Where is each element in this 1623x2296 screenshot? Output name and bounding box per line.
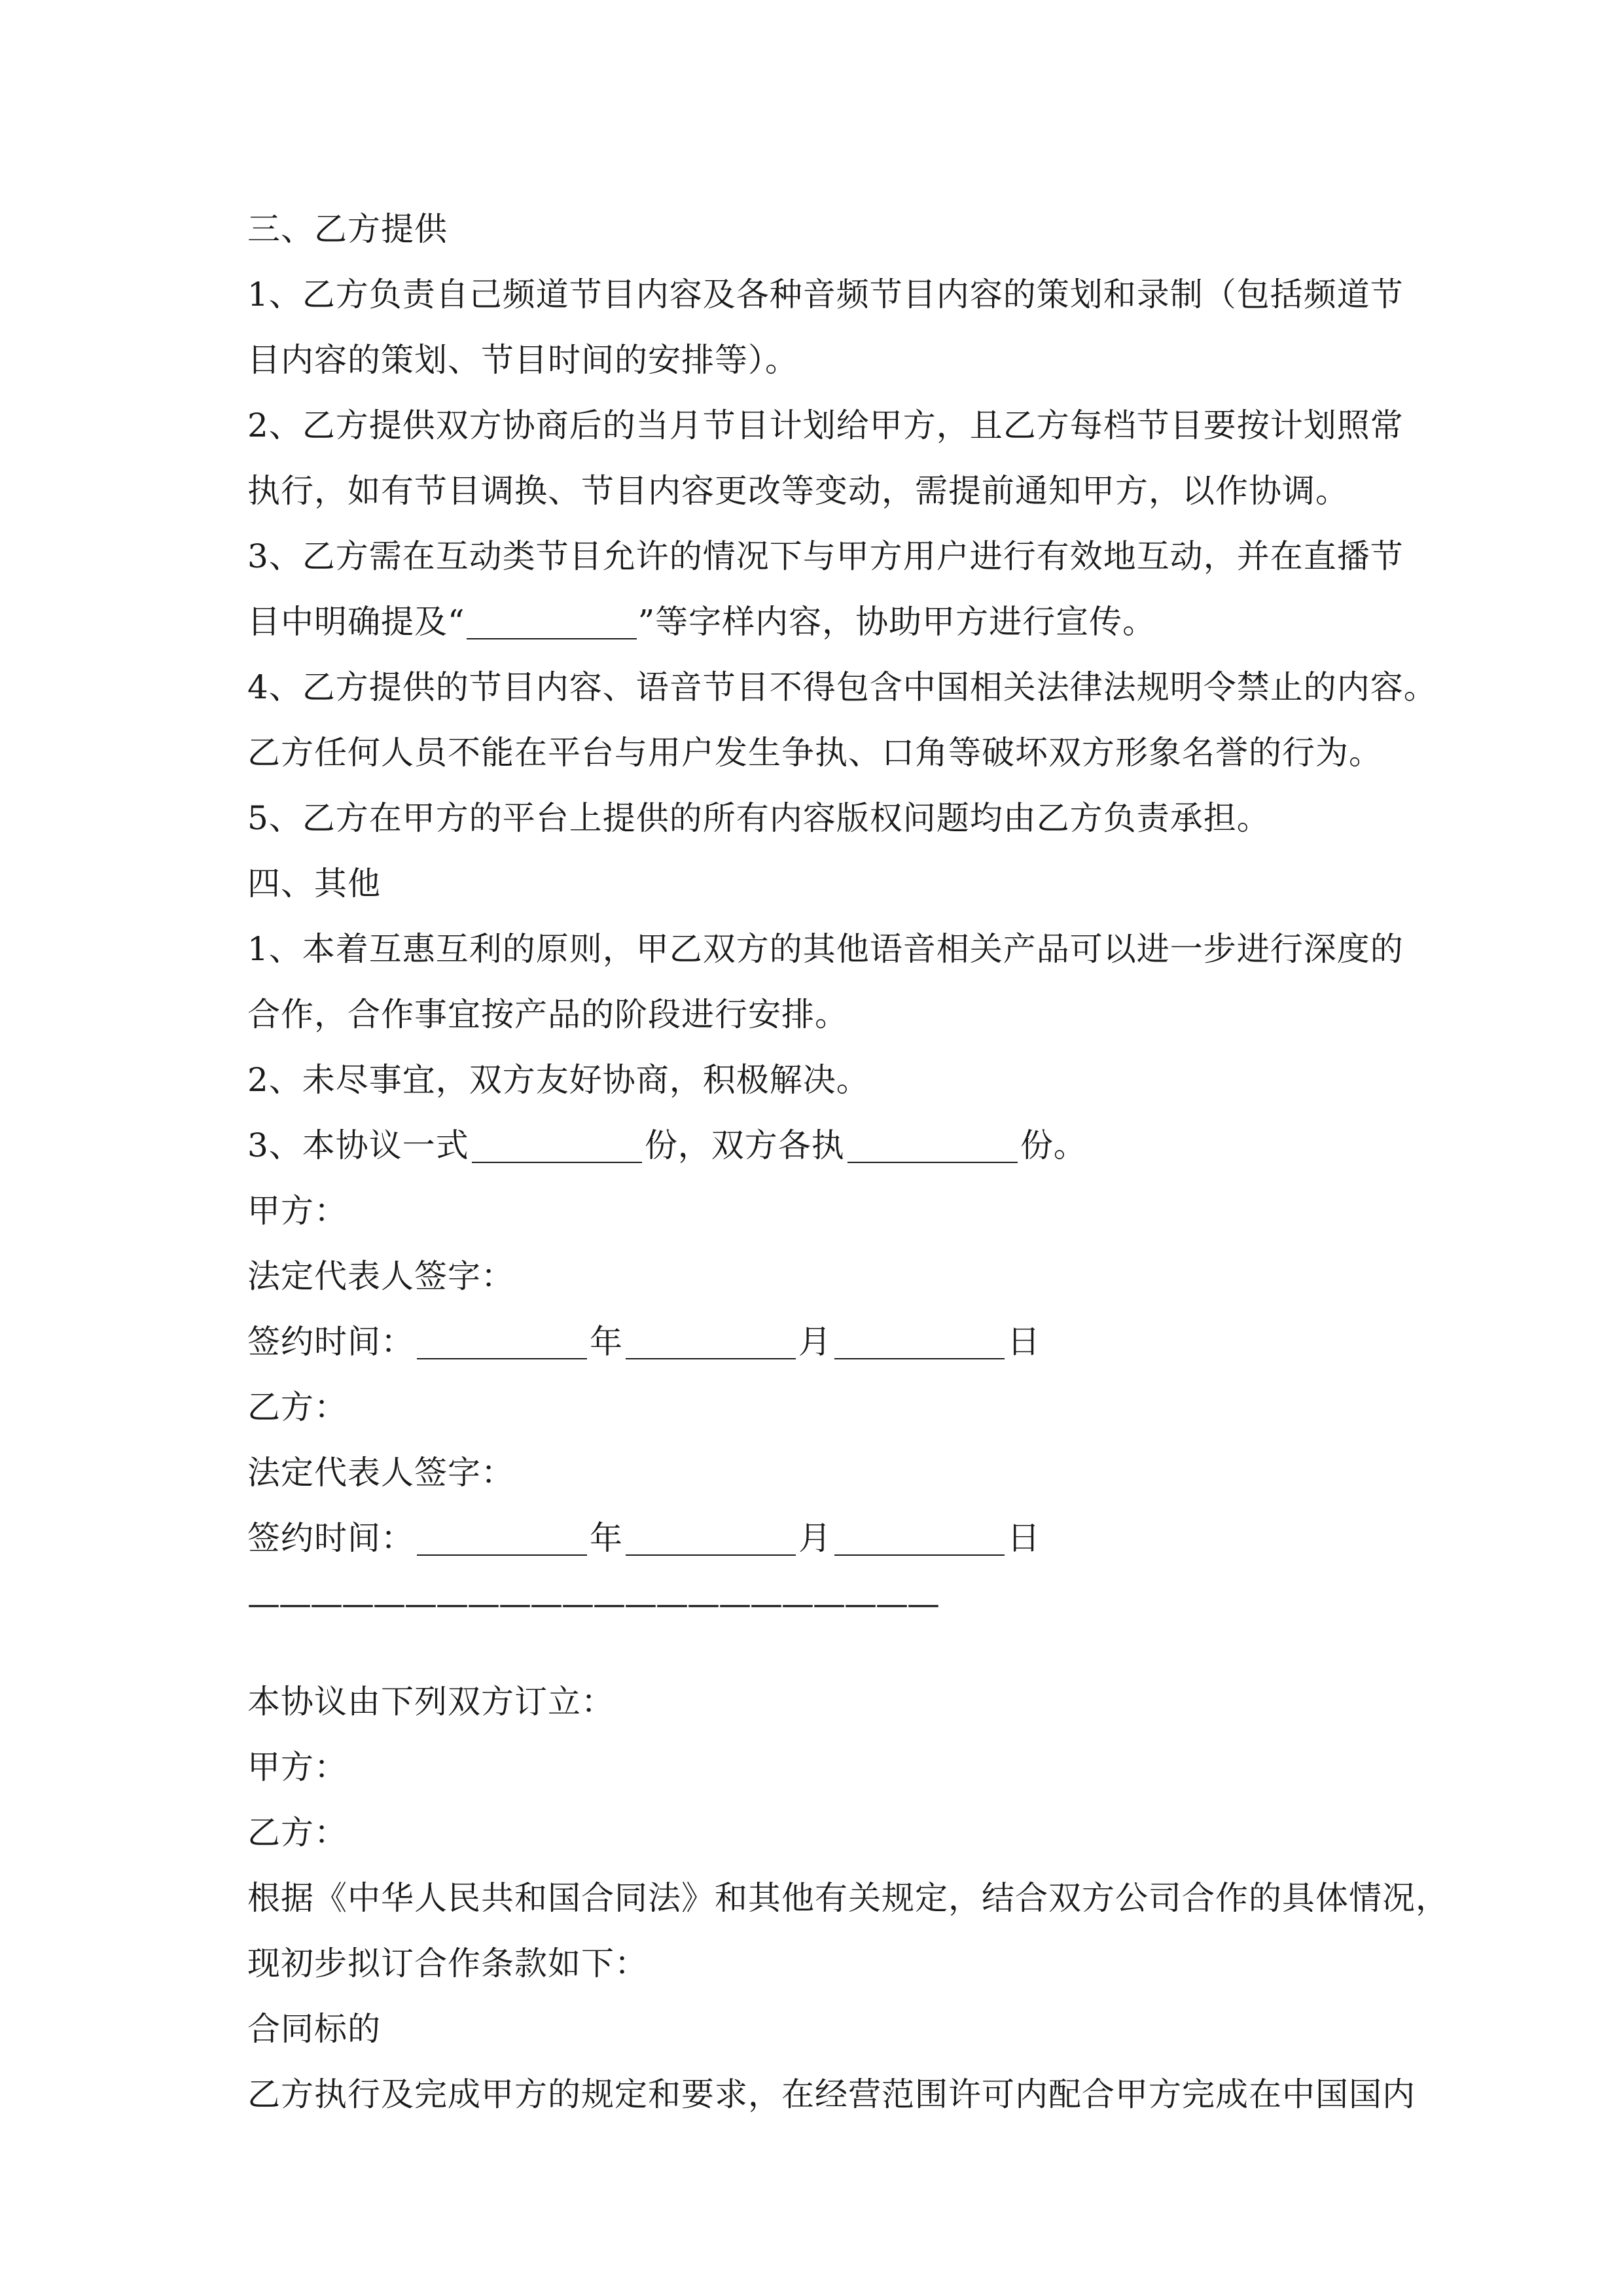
paragraph-line (247, 589, 1399, 655)
copies-total-blank (472, 1162, 642, 1163)
date-label: 签约时间： (247, 1323, 414, 1361)
day-blank (834, 1358, 1005, 1359)
section-heading: 合同标的 (247, 2010, 381, 2048)
party-a-date (247, 1309, 1399, 1374)
party-a-label: 甲方： (247, 1192, 348, 1230)
paragraph-line (247, 1113, 1399, 1178)
day-blank (834, 1554, 1005, 1556)
month-label: 月 (798, 1519, 832, 1557)
agreement-intro: 本协议由下列双方订立： (247, 1683, 615, 1721)
day-label: 日 (1007, 1323, 1041, 1361)
month-label: 月 (798, 1323, 832, 1361)
year-label: 年 (590, 1323, 623, 1361)
paragraph-line: 乙方任何人员不能在平台与用户发生争执、口角等破坏双方形象名誉的行为。 (247, 734, 1382, 772)
document-body (247, 196, 1449, 2127)
year-blank (417, 1358, 587, 1359)
party-a-label: 甲方： (247, 1748, 348, 1786)
paragraph-line: 执行，如有节目调换、节目内容更改等变动，需提前通知甲方，以作协调。 (247, 472, 1349, 510)
paragraph-line: 3、乙方需在互动类节目允许的情况下与甲方用户进行有效地互动，并在直播节 (247, 537, 1404, 575)
paragraph-line: 4、乙方提供的节目内容、语音节目不得包含中国相关法律法规明令禁止的内容。 (247, 668, 1437, 706)
paragraph-line: 现初步拟订合作条款如下： (247, 1945, 648, 1982)
month-blank (626, 1554, 796, 1556)
paragraph-line: 1、乙方负责自己频道节目内容及各种音频节目内容的策划和录制（包括频道节 (247, 276, 1404, 314)
fill-in-blank (467, 638, 637, 639)
text-segment: 份。 (1020, 1126, 1087, 1164)
paragraph-line: 1、本着互惠互利的原则，甲乙双方的其他语音相关产品可以进一步进行深度的 (247, 930, 1404, 968)
month-blank (626, 1358, 796, 1359)
year-label: 年 (590, 1519, 623, 1557)
copies-each-blank (847, 1162, 1018, 1163)
party-b-label: 乙方： (247, 1814, 348, 1852)
paragraph-line: 根据《中华人民共和国合同法》和其他有关规定，结合双方公司合作的具体情况， (247, 1879, 1449, 1917)
section-heading: 三、乙方提供 (247, 210, 448, 248)
paragraph-line: 2、未尽事宜，双方友好协商，积极解决。 (247, 1061, 870, 1099)
paragraph-line: 合作，合作事宜按产品的阶段进行安排。 (247, 996, 848, 1033)
day-label: 日 (1007, 1519, 1041, 1557)
text-segment: 目中明确提及“ (247, 603, 465, 641)
party-b-date (247, 1505, 1399, 1571)
paragraph-line: 2、乙方提供双方协商后的当月节目计划给甲方，且乙方每档节目要按计划照常 (247, 406, 1404, 444)
date-label: 签约时间： (247, 1519, 414, 1557)
text-segment: ”等字样内容，协助甲方进行宣传。 (637, 603, 1156, 641)
party-b-label: 乙方： (247, 1388, 348, 1426)
paragraph-line: 5、乙方在甲方的平台上提供的所有内容版权问题均由乙方负责承担。 (247, 799, 1270, 837)
paragraph-line: 乙方执行及完成甲方的规定和要求，在经营范围许可内配合甲方完成在中国国内 (247, 2075, 1416, 2113)
paragraph-line: 目内容的策划、节目时间的安排等）。 (247, 341, 798, 379)
spacer (247, 1636, 1399, 1669)
party-a-rep-label: 法定代表人签字： (247, 1257, 514, 1295)
text-segment: 3、本协议一式 (247, 1126, 469, 1164)
section-heading: 四、其他 (247, 865, 381, 903)
party-b-rep-label: 法定代表人签字： (247, 1454, 514, 1492)
year-blank (417, 1554, 587, 1556)
section-separator: —————————————————————— (247, 1585, 938, 1623)
text-segment: 份，双方各执 (644, 1126, 845, 1164)
